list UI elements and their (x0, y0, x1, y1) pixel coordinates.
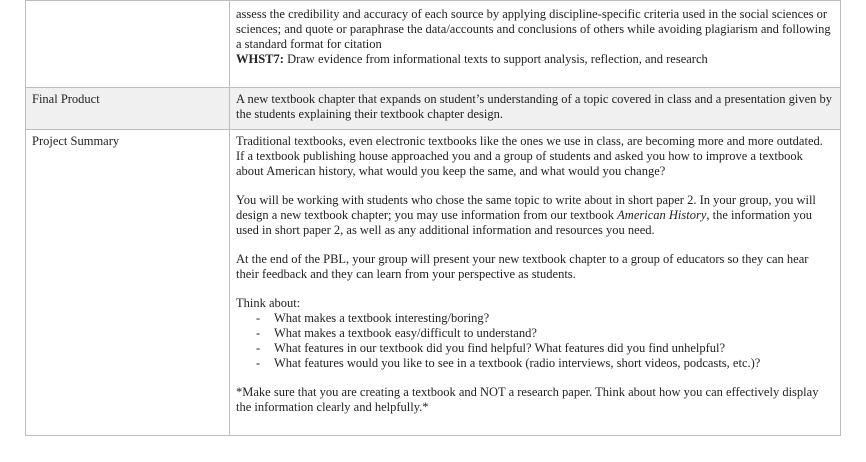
whst7-code: WHST7: (236, 52, 284, 66)
think-about-heading: Think about: (236, 296, 301, 310)
standards-label-cell (26, 1, 230, 88)
list-item (256, 311, 833, 326)
whst7-line (236, 52, 833, 67)
project-table (25, 0, 841, 436)
list-item (256, 326, 833, 341)
list-item-text: What makes a textbook easy/difficult to understand? (274, 326, 537, 340)
summary-paragraph-1: Traditional textbooks, even electronic textbooks like the ones we use in class, are becoming more and more outdated. If a textbook publishing house approached you and a group of students and asked you how to improve a textbook about American history, what would you keep the same, and what would you change? (236, 134, 823, 178)
list-item-text: What features would you like to see in a textbook (radio interviews, short videos, podcasts, etc.)? (274, 356, 761, 370)
summary-paragraph-2-start: You will be working with students who chose the same topic to write about in short paper 2. In your group, you will design a new textbook chapter; you may use information from our textbook (236, 193, 816, 222)
summary-paragraph-2-end: , the information you used in short paper 2, as well as any additional information and resources you need. (236, 208, 812, 237)
bullet-dash: - (256, 356, 261, 370)
list-item-text: What features in our textbook did you find helpful? What features did you find unhelpful? (274, 341, 726, 355)
bullet-dash: - (256, 311, 261, 325)
summary-paragraph-2 (236, 193, 833, 238)
whst7-text: Draw evidence from informational texts to support analysis, reflection, and research (283, 52, 708, 66)
think-about-list (236, 311, 833, 371)
final-product-label: Final Product (26, 88, 230, 130)
bullet-dash: - (256, 326, 261, 340)
bullet-dash: - (256, 341, 261, 355)
standards-cell (230, 1, 841, 88)
final-product-text: A new textbook chapter that expands on student’s understanding of a topic covered in class and a presentation given by the students explaining their textbook chapter design. (230, 88, 841, 130)
standards-row (26, 1, 841, 88)
project-summary-row (26, 130, 841, 436)
textbook-note: *Make sure that you are creating a textbook and NOT a research paper. Think about how you can effectively display the information clearly and helpfully.* (236, 385, 819, 414)
final-product-row (26, 88, 841, 130)
list-item (256, 356, 833, 371)
standard-text: assess the credibility and accuracy of each source by applying discipline-specific criteria used in the social sciences or sciences; and quote or paraphrase the data/accounts and conclusions of others while avoiding plagiarism and following a standard format for citation (236, 7, 831, 51)
project-summary-label: Project Summary (26, 130, 230, 436)
list-item (256, 341, 833, 356)
textbook-title: American History (617, 208, 707, 222)
summary-paragraph-3: At the end of the PBL, your group will present your new textbook chapter to a group of educators so they can hear their feedback and they can learn from your perspective as students. (236, 252, 809, 281)
list-item-text: What makes a textbook interesting/boring? (274, 311, 490, 325)
project-summary-cell (230, 130, 841, 436)
